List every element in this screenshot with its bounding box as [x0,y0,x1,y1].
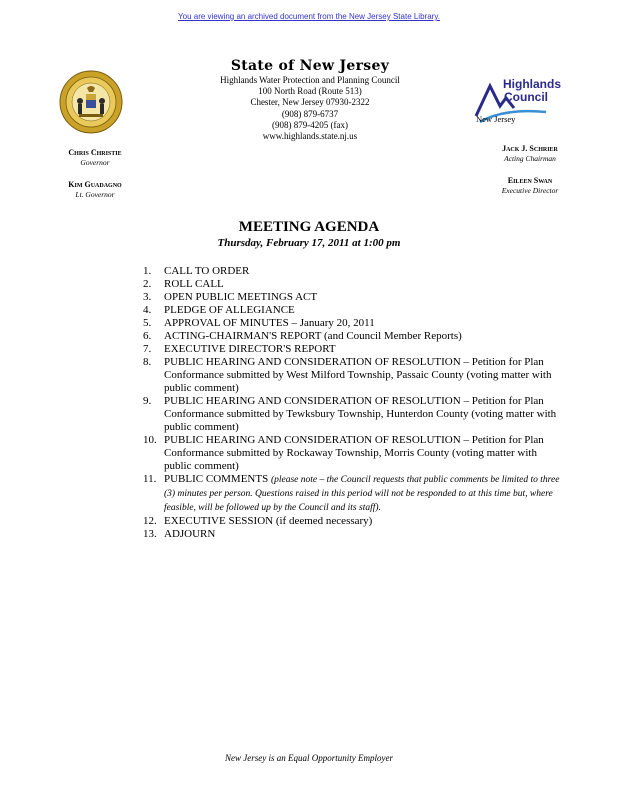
agenda-item-text-block [164,304,563,317]
agenda-item-text-block [164,434,563,473]
official-title: Governor [80,157,110,167]
agenda-item-text: PUBLIC HEARING AND CONSIDERATION OF RESOLUTION – Petition for Plan Conformance submitted by Tewksbury Township, Hunterdon County (voting matter with public comment) [164,395,557,433]
agenda-item [143,265,563,278]
officials-right [480,144,580,208]
official-name: Chris Christie [68,148,122,157]
agenda-item-number: 6. [143,330,152,342]
agenda-item-text-block [164,291,563,304]
agenda-item [143,330,563,343]
agenda-title: MEETING AGENDA [238,219,380,235]
agenda-item-text: EXECUTIVE SESSION (if deemed necessary) [164,515,373,527]
agenda-item [143,434,563,473]
agenda-item-text: CALL TO ORDER [164,265,250,277]
official-title: Acting Chairman [504,153,556,163]
logo-line-2: Council [504,90,548,104]
official-title: Lt. Governor [75,189,115,199]
agenda-item-number: 10. [143,434,157,446]
agenda-item-text-block [164,343,563,356]
agenda-item [143,473,563,515]
agenda-item-text-block [164,356,563,395]
agenda-item-text: PUBLIC HEARING AND CONSIDERATION OF RESOLUTION – Petition for Plan Conformance submitted by West Milford Township, Passaic County (voting matter with public comment) [164,356,552,394]
agenda-item-text: OPEN PUBLIC MEETINGS ACT [164,291,318,303]
letterhead [175,58,445,142]
agenda-date: Thursday, February 17, 2011 at 1:00 pm [217,237,401,249]
agenda-item-text: APPROVAL OF MINUTES – January 20, 2011 [164,317,375,329]
agenda-item-text: ACTING-CHAIRMAN'S REPORT (and Council Member Reports) [164,330,462,342]
official-name: Kim Guadagno [68,180,122,189]
agenda-item [143,304,563,317]
official-executive-director [480,176,580,195]
agenda-item [143,395,563,434]
official-name: Eileen Swan [507,176,553,185]
agenda-item-number: 11. [143,473,157,485]
agenda-item-text-block [164,528,563,541]
agenda-item [143,528,563,541]
agenda-item-text-block [164,265,563,278]
official-title: Executive Director [501,185,559,195]
agenda-item [143,356,563,395]
officials-left [50,148,140,212]
agenda-item-number: 12. [143,515,157,527]
agenda-item-text: PUBLIC COMMENTS [164,473,269,485]
agenda-item-text-block [164,278,563,291]
footer-eoe: New Jersey is an Equal Opportunity Employer [225,753,393,763]
agenda-item [143,278,563,291]
nj-state-seal-icon [59,70,123,134]
agenda-item-number: 3. [143,291,152,303]
official-acting-chairman [480,144,580,163]
agenda-item-text: PLEDGE OF ALLEGIANCE [164,304,295,316]
agenda-item-number: 9. [143,395,152,407]
phone: (908) 879-6737 [281,108,339,119]
address-line-2: Chester, New Jersey 07930-2322 [250,97,370,108]
official-name: Jack J. Schrier [502,144,558,153]
agenda-item-note: (please note – the Council requests that public comments be limited to three (3) minutes per person. Questions raised in this period will not be responded to at this time but, where feasible, will be followed up by the Council and its staff). [164,475,560,513]
agenda-item-text-block [164,330,563,343]
agenda-item-text-block [164,395,563,434]
agenda-item-text: ADJOURN [164,528,216,540]
address-line-1: 100 North Road (Route 513) [258,86,362,97]
agenda-item-text-block [164,473,563,515]
logo-line-3: New Jersey [476,114,516,124]
agenda-item-text: ROLL CALL [164,278,224,290]
agenda-item-number: 7. [143,343,152,355]
agenda-item [143,343,563,356]
website: www.highlands.state.nj.us [262,131,358,142]
agenda-item-number: 2. [143,278,152,290]
agenda-item-text-block [164,317,563,330]
agenda-item-text-block [164,515,563,528]
agenda-item [143,291,563,304]
logo-line-1: Highlands [503,77,562,91]
agenda-item [143,317,563,330]
official-lt-governor [50,180,140,199]
fax: (908) 879-4205 (fax) [272,119,348,130]
agenda-item-number: 4. [143,304,152,316]
agenda-item-number: 13. [143,528,157,540]
state-title: State of New Jersey [230,58,390,74]
agenda-item [143,515,563,528]
official-governor [50,148,140,167]
agenda-item-number: 1. [143,265,152,277]
agenda-item-text: EXECUTIVE DIRECTOR'S REPORT [164,343,336,355]
org-name: Highlands Water Protection and Planning Council [220,75,400,85]
archive-notice-link[interactable]: You are viewing an archived document from the New Jersey State Library. [178,12,440,21]
agenda-item-number: 8. [143,356,152,368]
agenda-item-text: PUBLIC HEARING AND CONSIDERATION OF RESOLUTION – Petition for Plan Conformance submitted by Rockaway Township, Morris County (voting matter with public comment) [164,434,544,472]
highlands-council-logo [474,77,562,128]
agenda-list [143,265,563,541]
agenda-item-number: 5. [143,317,152,329]
